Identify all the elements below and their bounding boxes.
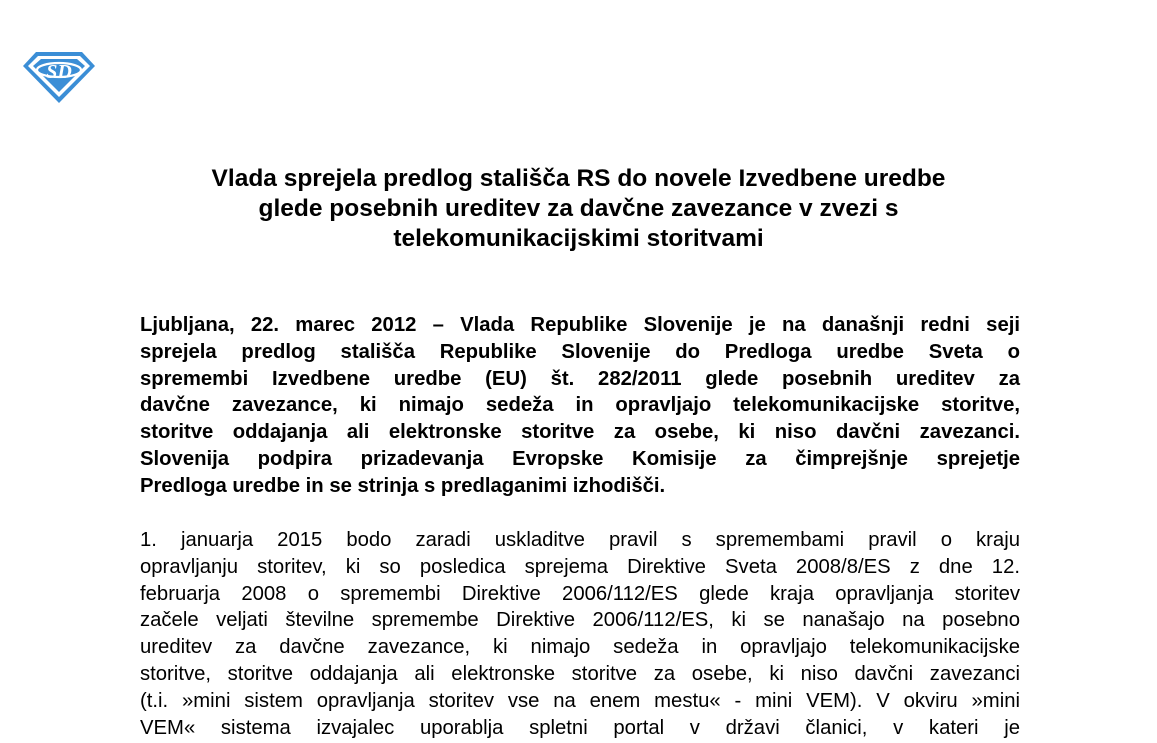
body-line: februarja 2008 o spremembi Direktive 2006/112/ES glede kraja opravljanja storitev xyxy=(140,582,1020,605)
lead-line: Slovenija podpira prizadevanja Evropske Komisije za čimprejšnje sprejetje xyxy=(140,447,1020,470)
body-line: začele veljati številne spremembe Direktive 2006/112/ES, ki se nanašajo na posebno xyxy=(140,609,1020,632)
svg-text:SD: SD xyxy=(46,61,72,83)
lead-line: spremembi Izvedbene uredbe (EU) št. 282/2011 glede posebnih ureditev za xyxy=(140,367,1020,390)
body-line: 1. januarja 2015 bodo zaradi uskladitve pravil s spremembami pravil o kraju xyxy=(140,529,1020,551)
title-line: Vlada sprejela predlog stališča RS do novele Izvedbene uredbe xyxy=(211,165,946,192)
lead-line: storitve oddajanja ali elektronske storitve za osebe, ki niso davčni zavezanci. xyxy=(140,421,1020,444)
body-paragraph xyxy=(140,527,1020,741)
lead-line: Predloga uredbe in se strinja s predlaganimi izhodišči. xyxy=(140,474,666,497)
lead-line: davčne zavezance, ki nimajo sedeža in opravljajo telekomunikacijske storitve, xyxy=(140,394,1020,417)
body-line: (t.i. »mini sistem opravljanja storitev vse na enem mestu« - mini VEM). V okviru »mini xyxy=(140,689,1020,712)
title-line: glede posebnih ureditev za davčne zavezance v zvezi s xyxy=(258,195,899,222)
body-line: opravljanju storitev, ki so posledica sprejema Direktive Sveta 2008/8/ES z dne 12. xyxy=(140,555,1020,578)
sd-diamond-logo-icon xyxy=(22,50,96,104)
lead-paragraph xyxy=(140,312,1020,500)
lead-line: sprejela predlog stališča Republike Slovenije do Predloga uredbe Sveta o xyxy=(140,340,1020,363)
body-line: VEM« sistema izvajalec uporablja spletni portal v državi članici, v kateri je xyxy=(140,716,1020,739)
body-line: ureditev za davčne zavezance, ki nimajo sedeža in opravljajo telekomunikacijske xyxy=(140,636,1020,659)
lead-line: Ljubljana, 22. marec 2012 – Vlada Republike Slovenije je na današnji redni seji xyxy=(140,314,1020,336)
title-line: telekomunikacijskimi storitvami xyxy=(393,225,764,252)
body-line: storitve, storitve oddajanja ali elektronske storitve za osebe, ki niso davčni zavezanci xyxy=(140,662,1020,685)
document-title xyxy=(140,164,1017,254)
